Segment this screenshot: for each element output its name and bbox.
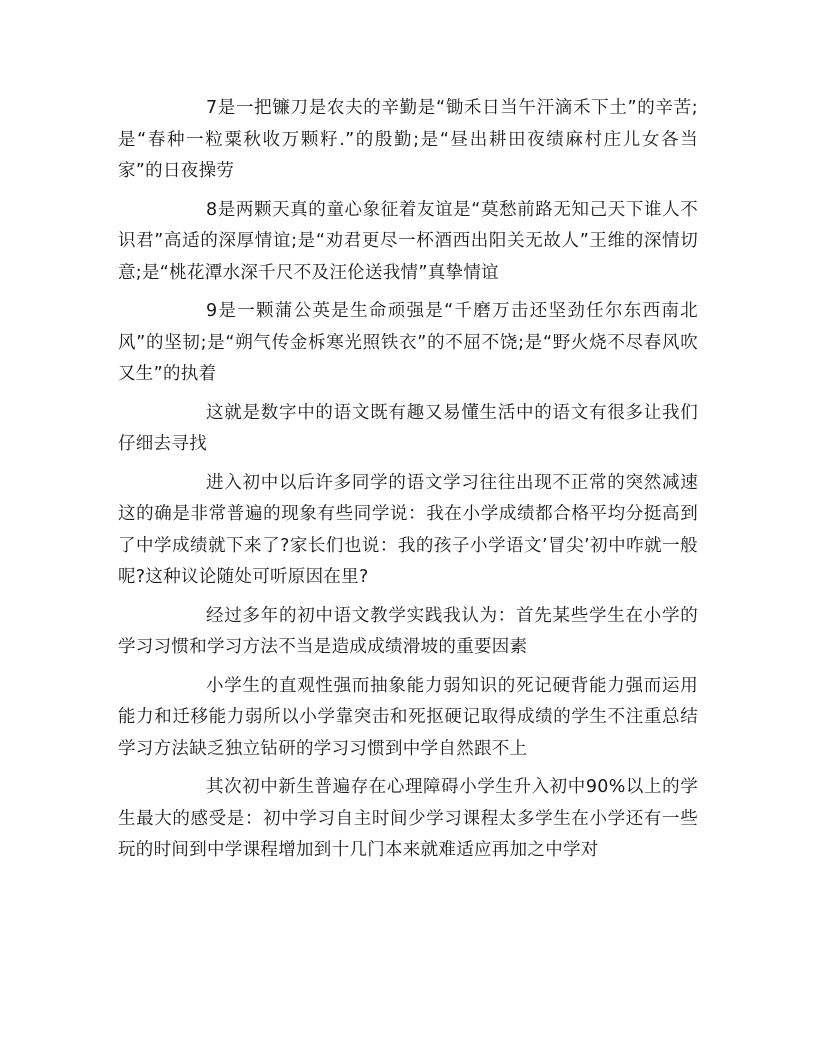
paragraph-psychological-barrier: 其次初中新生普遍存在心理障碍小学生升入初中90%以上的学生最大的感受是：初中学习自主时间少学习课程太多学生在小学还有一些玩的时间到中学课程增加到十几门本来就难适应再加之中学对 [118, 777, 698, 860]
paragraph-summary: 这就是数字中的语文既有趣又易懂生活中的语文有很多让我们仔细去寻找 [118, 402, 698, 454]
document-body [118, 93, 698, 874]
paragraph-middle-school-slowdown: 进入初中以后许多同学的语文学习往往出现不正常的突然减速这的确是非常普遍的现象有些同学说：我在小学成绩都合格平均分挺高到了中学成绩就下来了?家长们也说：我的孩子小学语文’冒尖’初中咋就一般呢?这种议论随处可听原因在里? [118, 472, 698, 587]
paragraph-primary-student-traits: 小学生的直观性强而抽象能力弱知识的死记硬背能力强而运用能力和迁移能力弱所以小学靠突击和死抠硬记取得成绩的学生不注重总结学习方法缺乏独立钻研的学习习惯到中学自然跟不上 [118, 675, 698, 759]
paragraph-teaching-experience: 经过多年的初中语文教学实践我认为：首先某些学生在小学的学习习惯和学习方法不当是造成成绩滑坡的重要因素 [118, 605, 698, 657]
paragraph-8-friendship: 8是两颗天真的童心象征着友谊是“莫愁前路无知己天下谁人不识君”高适的深厚情谊;是“劝君更尽一杯酒西出阳关无故人”王维的深情切意;是“桃花潭水深千尺不及汪伦送我情”真挚情谊 [118, 199, 698, 283]
paragraph-9-dandelion: 9是一颗蒲公英是生命顽强是“千磨万击还坚劲任尔东西南北风”的坚韧;是“朔气传金柝寒光照铁衣”的不屈不饶;是“野火烧不尽春风吹又生”的执着 [118, 301, 698, 384]
paragraph-7-sickle: 7是一把镰刀是农夫的辛勤是“锄禾日当午汗滴禾下土”的辛苦;是“春种一粒粟秋收万颗籽.”的殷勤;是“昼出耕田夜绩麻村庄儿女各当家”的日夜操劳 [118, 98, 698, 181]
